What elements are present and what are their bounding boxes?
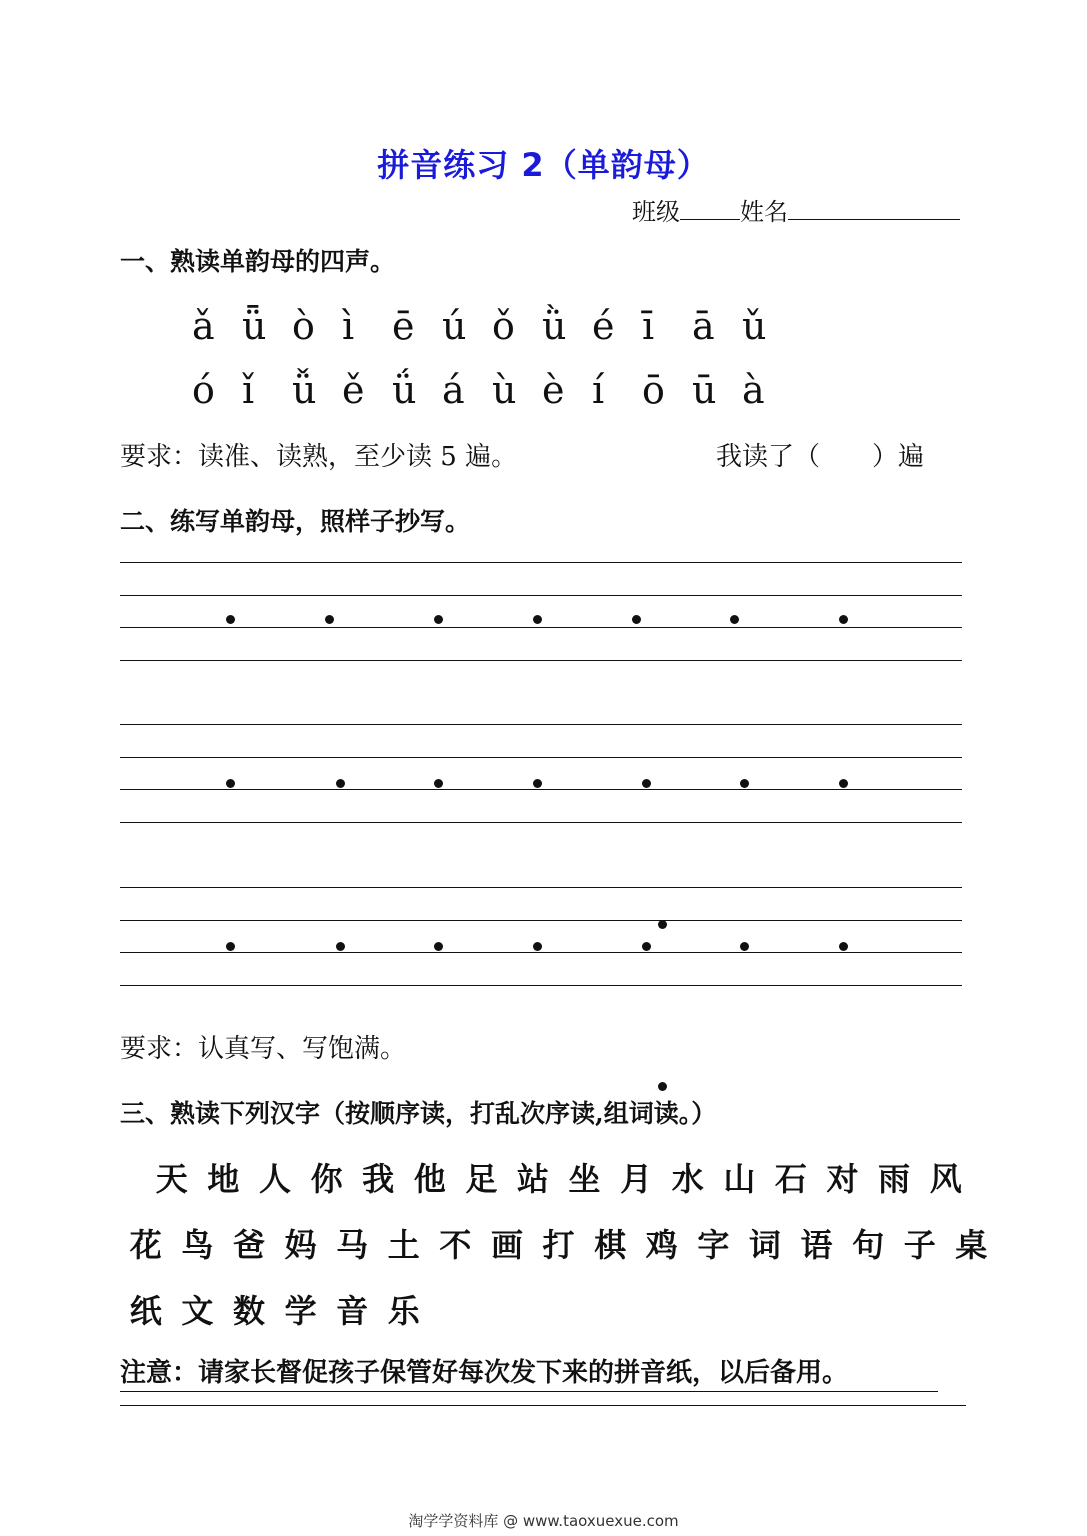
hanzi-char: 马 [336,1226,369,1264]
hanzi-char: 鸟 [181,1226,214,1264]
sample-dot [226,779,235,788]
section1-heading: 一、熟读单韵母的四声。 [120,247,396,276]
footer-watermark: 淘学学资料库 @ www.taoxuexue.com [408,1512,679,1530]
ruled-line [120,627,962,628]
hanzi-char: 语 [800,1226,833,1264]
hanzi-char: 音 [336,1292,369,1330]
hanzi-char: 山 [723,1160,756,1198]
sample-dot [336,942,345,951]
pinyin-vowel: ū [692,368,717,412]
hanzi-char: 不 [439,1226,472,1264]
sample-dot [434,942,443,951]
pinyin-row-2 [192,368,792,412]
hanzi-char: 他 [413,1160,446,1198]
sample-dot [740,779,749,788]
name-blank[interactable] [788,197,960,220]
hanzi-char: 妈 [284,1226,317,1264]
pinyin-vowel: ǚ [292,368,317,412]
sample-dot [730,615,739,624]
hanzi-char: 月 [620,1160,653,1198]
pinyin-vowel: ǘ [392,368,417,412]
sample-dot [740,942,749,951]
hanzi-char: 乐 [387,1292,420,1330]
hanzi-row-2 [120,1220,997,1266]
ruled-line [120,595,962,596]
hanzi-char: 爸 [232,1226,265,1264]
sample-dot [226,942,235,951]
page-title: 拼音练习 2（单韵母） [377,146,710,184]
sample-dot [533,779,542,788]
ruled-line [120,952,962,953]
hanzi-char: 棋 [594,1226,627,1264]
hanzi-char: 足 [465,1160,498,1198]
ruled-line [120,985,962,986]
hanzi-char: 站 [516,1160,549,1198]
stray-dot [658,1082,667,1091]
pinyin-vowel: ǐ [242,368,255,412]
pinyin-vowel: ī [642,304,655,348]
hanzi-char: 人 [258,1160,291,1198]
pinyin-vowel: ā [692,304,715,348]
sample-dot [336,779,345,788]
hanzi-char: 词 [748,1226,781,1264]
section3-heading: 三、熟读下列汉字（按顺序读，打乱次序读,组词读。） [120,1099,717,1128]
hanzi-char: 字 [697,1226,730,1264]
hanzi-char: 文 [181,1292,214,1330]
hanzi-char: 我 [362,1160,395,1198]
hanzi-char: 纸 [129,1292,162,1330]
hanzi-char: 对 [826,1160,859,1198]
hanzi-char: 句 [852,1226,885,1264]
class-blank[interactable] [680,197,740,220]
student-info-row [632,192,960,227]
ruled-line [120,724,962,725]
name-label: 姓名 [740,198,788,226]
ruled-line [120,920,962,921]
pinyin-vowel: ě [342,368,365,412]
sample-dot [658,920,667,929]
sample-dot [632,615,641,624]
hanzi-row-3 [120,1286,430,1332]
sample-dot [226,615,235,624]
hanzi-char: 雨 [878,1160,911,1198]
pinyin-vowel: è [542,368,565,412]
pinyin-vowel: ú [442,304,467,348]
ruled-line [120,887,962,888]
sample-dot [839,942,848,951]
ruled-line [120,562,962,563]
pinyin-vowel: ǎ [192,304,215,348]
hanzi-char: 石 [774,1160,807,1198]
hanzi-row-1 [146,1154,972,1200]
pinyin-vowel: ē [392,304,415,348]
pinyin-vowel: í [592,368,605,412]
hanzi-char: 地 [207,1160,240,1198]
hanzi-char: 风 [929,1160,962,1198]
sample-dot [434,615,443,624]
class-label: 班级 [632,198,680,226]
pinyin-vowel: ǒ [492,304,515,348]
pinyin-vowel: ǜ [542,304,567,348]
pinyin-vowel: á [442,368,465,412]
pinyin-vowel: é [592,304,615,348]
hanzi-char: 数 [232,1292,265,1330]
hanzi-char: 画 [490,1226,523,1264]
ruled-line [120,660,962,661]
hanzi-char: 学 [284,1292,317,1330]
hanzi-char: 打 [542,1226,575,1264]
pinyin-vowel: à [742,368,765,412]
hanzi-char: 你 [310,1160,343,1198]
parent-notice: 注意：请家长督促孩子保管好每次发下来的拼音纸，以后备用。 [120,1352,938,1392]
bottom-rule [120,1405,966,1406]
section2-requirement: 要求：认真写、写饱满。 [120,1034,407,1064]
section2-heading: 二、练写单韵母，照样子抄写。 [120,507,471,536]
sample-dot [325,615,334,624]
sample-dot [839,779,848,788]
pinyin-vowel: ō [642,368,665,412]
pinyin-vowel: ò [292,304,315,348]
sample-dot [533,615,542,624]
hanzi-char: 桌 [955,1226,988,1264]
pinyin-vowel: ù [492,368,517,412]
read-count-field[interactable]: 我读了（ ）遍 [716,442,925,472]
sample-dot [533,942,542,951]
pinyin-vowel: ì [342,304,355,348]
hanzi-char: 子 [903,1226,936,1264]
sample-dot [642,942,651,951]
pinyin-row-1 [192,304,792,348]
pinyin-vowel: ǖ [242,304,267,348]
sample-dot [839,615,848,624]
hanzi-char: 鸡 [645,1226,678,1264]
sample-dot [642,779,651,788]
sample-dot [434,779,443,788]
ruled-line [120,757,962,758]
hanzi-char: 水 [671,1160,704,1198]
hanzi-char: 花 [129,1226,162,1264]
ruled-line [120,789,962,790]
ruled-line [120,822,962,823]
hanzi-char: 土 [387,1226,420,1264]
pinyin-vowel: ó [192,368,215,412]
pinyin-vowel: ǔ [742,304,767,348]
section1-requirement: 要求：读准、读熟，至少读 5 遍。 [120,442,518,472]
hanzi-char: 天 [155,1160,188,1198]
hanzi-char: 坐 [568,1160,601,1198]
